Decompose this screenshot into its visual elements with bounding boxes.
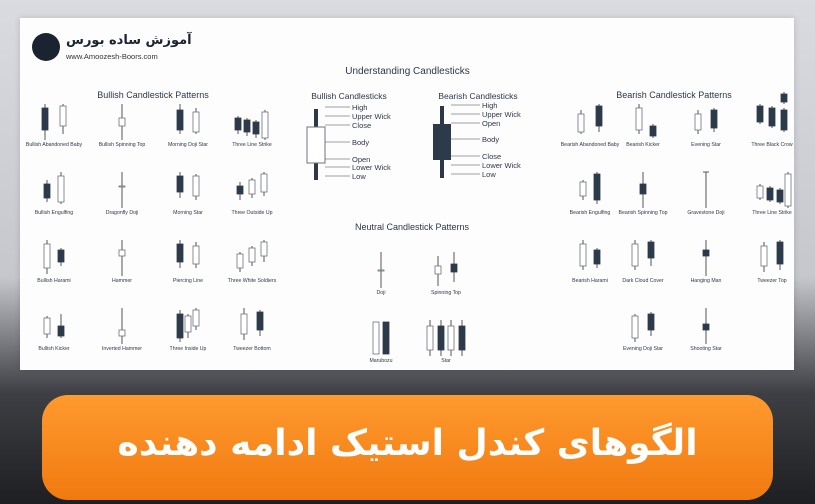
candle-bear-12-1-body xyxy=(648,314,654,330)
candle-bull-8-0-body xyxy=(44,244,50,268)
candle-neutral-3-2-body xyxy=(448,326,454,350)
candle-bear-2-1-body xyxy=(711,110,717,128)
candle-neutral-3-3-body xyxy=(459,326,465,350)
candle-bear-4-1-body xyxy=(594,174,600,200)
pattern-label-bear-7: Three Line Strike xyxy=(752,210,792,216)
pattern-label-bull-6: Morning Star xyxy=(173,210,203,216)
candle-bear-8-0-body xyxy=(580,244,586,266)
candle-bear-3-1-body xyxy=(769,108,775,126)
pattern-label-bull-8: Bullish Harami xyxy=(37,278,71,284)
candle-neutral-2-0-body xyxy=(373,322,379,354)
banner-title: الگوهای کندل استیک ادامه دهنده xyxy=(117,423,698,464)
candle-bear-1-1-body xyxy=(650,126,656,136)
candle-bull-0-0-body xyxy=(42,108,48,130)
candle-bull-0-1-body xyxy=(60,106,66,126)
candle-bear-7-3-body xyxy=(785,174,791,206)
candle-bear-9-1-body xyxy=(648,242,654,258)
candle-bull-10-0-body xyxy=(177,244,183,262)
candle-bull-7-0-body xyxy=(237,186,243,194)
anatomy-bear-label-4: Close xyxy=(482,152,502,161)
anatomy-bear-label-5: Lower Wick xyxy=(482,161,521,170)
pattern-label-bull-10: Piercing Line xyxy=(173,278,203,284)
main-title: Understanding Candlesticks xyxy=(345,66,470,77)
candle-neutral-1-1-body xyxy=(451,264,457,272)
pattern-label-bear-1: Bearish Kicker xyxy=(626,142,660,148)
candle-bear-3-2-body xyxy=(781,110,787,130)
candle-bull-5-0-body xyxy=(119,186,125,187)
anatomy-bear-label-0: High xyxy=(482,101,498,110)
candle-bull-11-0-body xyxy=(237,254,243,268)
candle-bull-13-0-body xyxy=(119,330,125,336)
anatomy-bull-title: Bullish Candlesticks xyxy=(311,91,387,101)
candle-bull-14-2-body xyxy=(193,310,199,326)
candle-bull-2-0-body xyxy=(177,110,183,130)
pattern-label-bear-12: Evening Doji Star xyxy=(622,346,664,352)
candle-bull-3-3-body xyxy=(262,112,268,138)
candle-bull-7-1-body xyxy=(249,180,255,194)
pattern-label-bull-14: Three Inside Up xyxy=(169,346,207,352)
candle-bull-3-0-body xyxy=(235,118,241,130)
candle-bull-15-1-body xyxy=(257,312,263,330)
candle-bull-8-1-body xyxy=(58,250,64,262)
candle-bull-11-1-body xyxy=(249,248,255,262)
anatomy-bull-body xyxy=(307,127,325,163)
anatomy-bull-label-1: Upper Wick xyxy=(352,112,391,121)
candle-bear-3-0-body xyxy=(757,106,763,122)
candle-bull-7-2-body xyxy=(261,174,267,192)
anatomy-bear-body xyxy=(433,124,451,160)
neutral-section-title: Neutral Candlestick Patterns xyxy=(354,222,470,232)
pattern-label-bull-9: Hammer xyxy=(112,278,132,284)
candle-bear-12-0-body xyxy=(632,316,638,338)
candle-neutral-3-1-body xyxy=(438,326,444,350)
anatomy-bull-label-3: Body xyxy=(352,138,370,147)
candle-neutral-1-0-body xyxy=(435,266,441,274)
candle-bear-1-0-body xyxy=(636,108,642,130)
pattern-label-bear-10: Hanging Man xyxy=(690,278,722,284)
logo-url: www.Amoozesh-Boors.com xyxy=(66,52,158,61)
pattern-label-bear-5: Bearish Spinning Top xyxy=(618,210,668,216)
pattern-label-bull-7: Three Outside Up xyxy=(231,210,273,216)
pattern-label-neutral-0: Doji xyxy=(376,290,386,296)
candle-bear-3-3-body xyxy=(781,94,787,102)
candle-bull-4-0-body xyxy=(44,184,50,198)
pattern-label-bull-12: Bullish Kicker xyxy=(38,346,70,352)
candle-bull-11-2-body xyxy=(261,242,267,256)
candle-bear-0-1-body xyxy=(596,106,602,126)
pattern-label-bull-1: Bullish Spinning Top xyxy=(98,142,146,148)
candle-bear-0-0-body xyxy=(578,114,584,132)
pattern-label-bear-4: Bearish Engulfing xyxy=(569,210,611,216)
candle-bull-6-0-body xyxy=(177,176,183,192)
candle-bear-7-1-body xyxy=(767,188,773,200)
candle-bull-14-1-body xyxy=(185,316,191,332)
candle-bear-5-0-body xyxy=(640,184,646,194)
anatomy-bull-label-4: Open xyxy=(352,155,371,164)
pattern-label-bull-2: Morning Doji Star xyxy=(167,142,209,148)
anatomy-bull-label-6: Low xyxy=(352,172,366,181)
candle-bear-11-1-body xyxy=(777,242,783,264)
candle-bull-6-1-body xyxy=(193,176,199,196)
candle-bull-1-0-body xyxy=(119,118,125,126)
bullish-section-title: Bullish Candlestick Patterns xyxy=(97,90,209,100)
pattern-label-bear-3: Three Black Crow xyxy=(751,142,793,148)
pattern-label-bear-0: Bearish Abandoned Baby xyxy=(560,142,620,148)
candle-bear-9-0-body xyxy=(632,244,638,266)
candle-bear-13-0-body xyxy=(703,324,709,330)
anatomy-bear-label-1: Upper Wick xyxy=(482,110,521,119)
candle-bull-2-1-body xyxy=(193,112,199,132)
candle-bull-14-0-body xyxy=(177,314,183,338)
candle-bull-15-0-body xyxy=(241,314,247,334)
pattern-label-bear-2: Evening Star xyxy=(691,142,721,148)
candle-neutral-0-0-body xyxy=(378,270,384,271)
anatomy-bull-label-5: Lower Wick xyxy=(352,163,391,172)
pattern-label-bear-13: Shooting Star xyxy=(690,346,722,352)
candle-bull-12-1-body xyxy=(58,326,64,336)
pattern-label-bull-4: Bullish Engulfing xyxy=(34,210,74,216)
pattern-label-bull-11: Three White Soldiers xyxy=(227,278,277,284)
pattern-label-neutral-3: Star xyxy=(441,358,451,364)
pattern-label-bull-5: Dragonfly Doji xyxy=(105,210,139,216)
anatomy-bear-title: Bearish Candlesticks xyxy=(438,91,518,101)
pattern-label-bear-9: Dark Cloud Cover xyxy=(622,278,664,284)
anatomy-bull-label-0: High xyxy=(352,103,368,112)
pattern-label-bull-0: Bullish Abandoned Baby xyxy=(25,142,83,148)
pattern-label-bull-13: Inverted Hammer xyxy=(101,346,143,352)
logo-name: آموزش ساده بورس xyxy=(66,33,192,48)
candle-bull-3-2-body xyxy=(253,122,259,134)
candle-bear-7-0-body xyxy=(757,186,763,198)
anatomy-bull-label-2: Close xyxy=(352,121,372,130)
pattern-label-bear-11: Tweezer Top xyxy=(757,278,787,284)
pattern-label-bull-3: Three Line Strike xyxy=(232,142,272,148)
anatomy-bear-label-6: Low xyxy=(482,170,496,179)
candle-bull-3-1-body xyxy=(244,120,250,132)
candle-bear-11-0-body xyxy=(761,246,767,266)
pattern-label-bull-15: Tweezer Bottom xyxy=(233,346,271,352)
candle-bear-4-0-body xyxy=(580,182,586,196)
candle-bear-10-0-body xyxy=(703,250,709,256)
pattern-label-neutral-1: Spinning Top xyxy=(431,290,461,296)
anatomy-bear-label-2: Open xyxy=(482,119,501,128)
candle-bear-2-0-body xyxy=(695,114,701,130)
candle-neutral-3-0-body xyxy=(427,326,433,350)
candle-bull-9-0-body xyxy=(119,250,125,256)
pattern-label-bear-6: Gravestone Doji xyxy=(687,210,725,216)
pattern-label-neutral-2: Marubozu xyxy=(369,358,393,364)
candle-neutral-2-1-body xyxy=(383,322,389,354)
candle-bull-10-1-body xyxy=(193,246,199,264)
candle-bull-4-1-body xyxy=(58,176,64,202)
pattern-label-bear-8: Bearish Harami xyxy=(572,278,608,284)
candle-bear-7-2-body xyxy=(777,190,783,202)
anatomy-bear-label-3: Body xyxy=(482,135,500,144)
candle-bear-8-1-body xyxy=(594,250,600,264)
candle-bull-12-0-body xyxy=(44,318,50,334)
bearish-section-title: Bearish Candlestick Patterns xyxy=(616,90,732,100)
